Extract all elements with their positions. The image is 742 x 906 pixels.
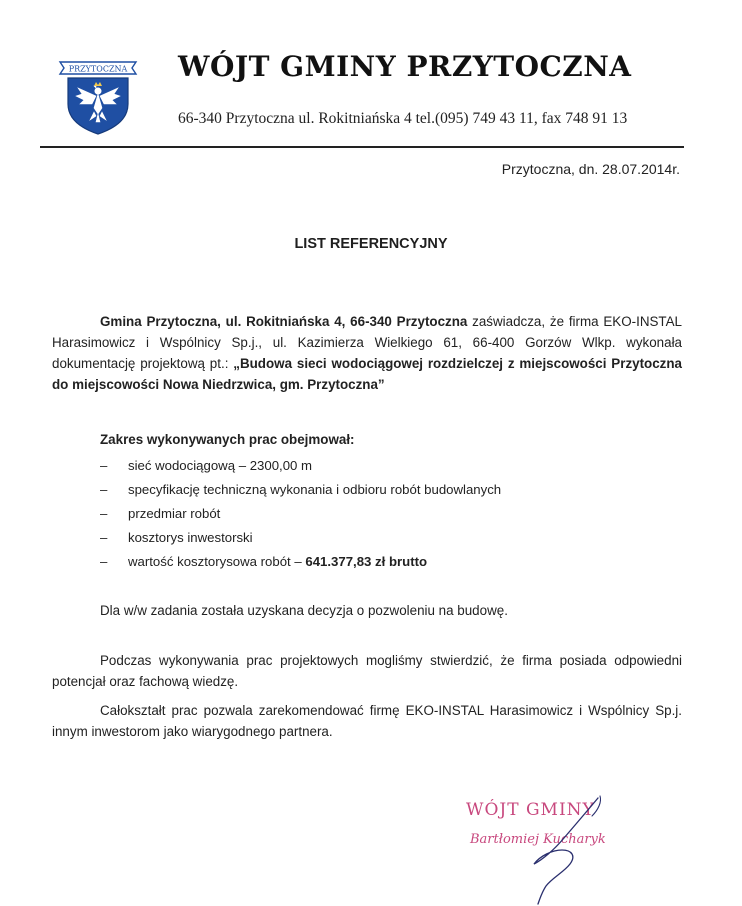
stamp-title: WÓJT GMINY xyxy=(466,800,595,820)
list-item xyxy=(52,455,682,479)
list-item xyxy=(52,479,682,503)
letter-date: Przytoczna, dn. 28.07.2014r. xyxy=(501,161,680,177)
project-title-bold: „Budowa sieci wodociągowej rozdzielczej z miejscowości Przytoczna do miejscowości Nowa Niedrzwica, gm. Przytoczna” xyxy=(52,356,682,392)
issuer-bold: Gmina Przytoczna, ul. Rokitniańska 4, 66-340 Przytoczna xyxy=(100,314,468,329)
certification-text: zaświadcza, że firma EKO-INSTAL Harasimowicz i Wspólnicy Sp.j., ul. Kazimierza Wielkiego 61, 66-400 Gorzów Wlkp. wykonała dokumentację projektową pt.: xyxy=(52,314,682,371)
cost-value: 641.377,83 zł brutto xyxy=(305,554,428,569)
paragraph-recommendation: Całokształt prac pozwala zarekomendować firmę EKO-INSTAL Harasimowicz i Wspólnicy Sp.j. innym inwestorom jako wiarygodnego partnera. xyxy=(52,703,682,739)
paragraph-assessment: Podczas wykonywania prac projektowych mogliśmy stwierdzić, że firma posiada odpowiedni potencjał oraz fachową wiedzę. xyxy=(52,653,682,689)
dash-bullet: – xyxy=(100,506,108,521)
office-title: WÓJT GMINY PRZYTOCZNA xyxy=(178,50,632,83)
header-divider xyxy=(40,146,684,148)
list-item xyxy=(52,503,682,527)
dash-bullet: – xyxy=(100,530,108,545)
paragraph-certification xyxy=(52,311,682,395)
document-title: LIST REFERENCYJNY xyxy=(294,236,448,252)
scope-heading: Zakres wykonywanych prac obejmował: xyxy=(100,432,355,447)
list-item xyxy=(52,551,682,575)
list-item-text: specyfikację techniczną wykonania i odbioru robót budowlanych xyxy=(128,482,502,497)
list-item xyxy=(52,527,682,551)
eagle-crest-icon xyxy=(56,52,140,136)
dash-bullet: – xyxy=(100,458,108,473)
cost-label: wartość kosztorysowa robót – xyxy=(128,554,306,569)
stamp-name: Bartłomiej Kucharyk xyxy=(470,832,606,847)
scope-list xyxy=(52,455,682,575)
dash-bullet: – xyxy=(100,482,108,497)
list-item-text: sieć wodociągową – 2300,00 m xyxy=(128,458,313,473)
municipality-crest xyxy=(56,52,140,136)
dash-bullet: – xyxy=(100,554,108,569)
paragraph-decision: Dla w/w zadania została uzyskana decyzja o pozwoleniu na budowę. xyxy=(100,603,508,618)
crest-label: PRZYTOCZNA xyxy=(68,64,128,74)
list-item-text xyxy=(128,551,427,572)
office-address: 66-340 Przytoczna ul. Rokitniańska 4 tel.(095) 749 43 11, fax 748 91 13 xyxy=(178,110,628,127)
list-item-text: kosztorys inwestorski xyxy=(128,530,253,545)
list-item-text: przedmiar robót xyxy=(128,506,221,521)
handwritten-signature xyxy=(480,780,630,906)
